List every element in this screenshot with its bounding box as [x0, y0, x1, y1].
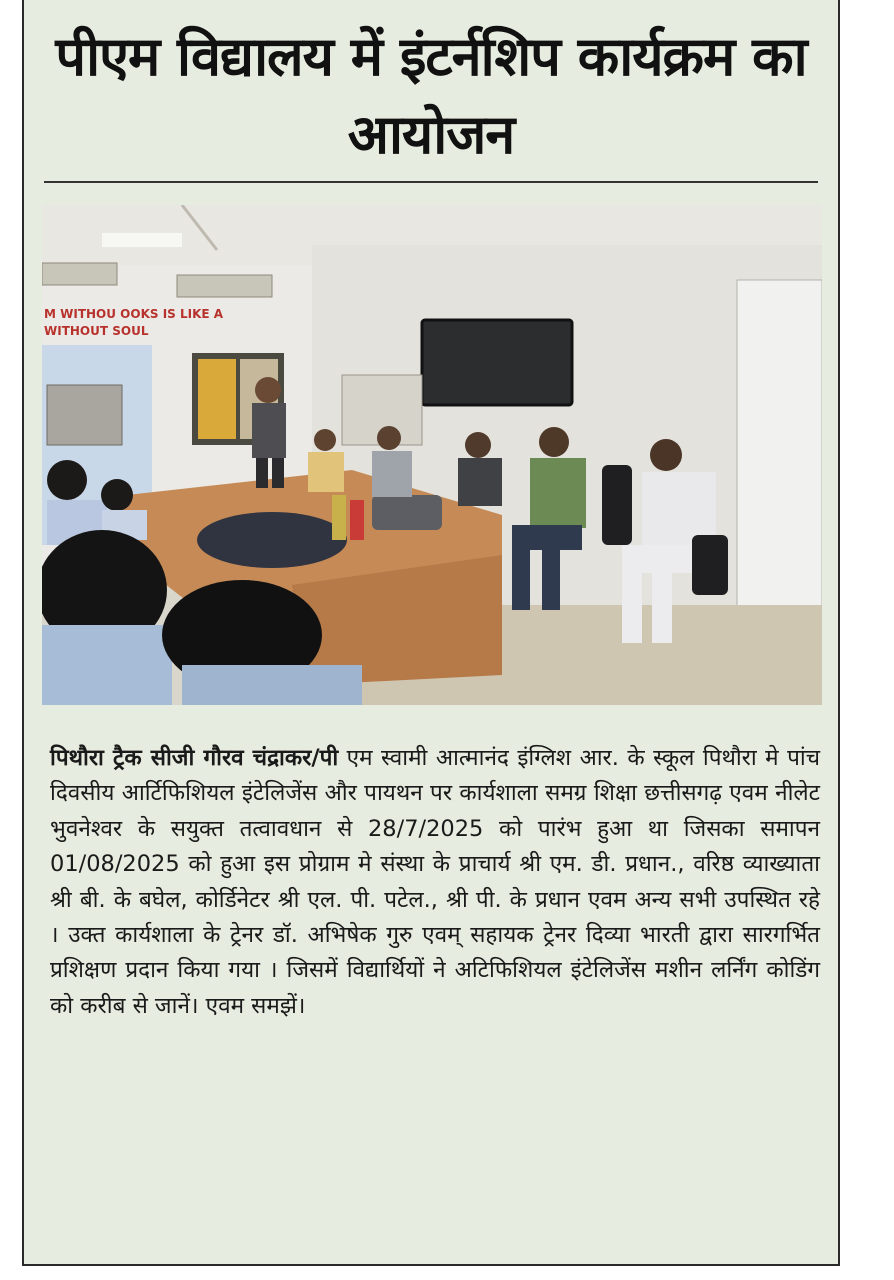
dateline: पिथौरा ट्रैक सीजी गौरव चंद्राकर/पी — [50, 745, 339, 771]
standing-trainer — [252, 403, 286, 458]
wall-slogan-line2: WITHOUT SOUL — [44, 324, 149, 338]
seated-person-green-shirt — [530, 458, 586, 528]
newspaper-clipping — [22, 0, 840, 1266]
ceiling-light — [102, 233, 182, 247]
headline: पीएम विद्यालय में इंटर्नशिप कार्यक्रम का आयोजन — [55, 25, 807, 166]
article-photo — [42, 205, 822, 705]
headline-divider — [44, 181, 818, 183]
tv-screen — [422, 320, 572, 405]
wall-slogan-line1: M WITHOU OOKS IS LIKE A — [44, 307, 224, 321]
article-body — [50, 741, 820, 1024]
article-body-text: एम स्वामी आत्मानंद इंग्लिश आर. के स्कूल पिथौरा मे पांच दिवसीय आर्टिफिशियल इंटेलिजेंस और पायथन पर कार्यशाला समग्र शिक्षा छत्तीसगढ़ एवम नीलेट भुवनेश्वर के सयुक्त तत्वावधान से 28/7/2025 को पारंभ हुआ था जिसका समापन 01/08/2025 को हुआ इस प्रोग्राम मे संस्था के प्राचार्य श्री एम. डी. प्रधान., वरिष्ठ व्याख्याता श्री बी. के बघेल, कोर्डिनेटर श्री एल. पी. पटेल., श्री पी. के प्रधान एवम अन्य सभी उपस्थित रहे । उक्त कार्यशाला के ट्रेनर डॉ. अभिषेक गुरु एवम् सहायक ट्रेनर दिव्या भारती द्वारा सारगर्भित प्रशिक्षण प्रदान किया गया । जिसमें विद्यार्थियों ने अटिफिशियल इंटेलिजेंस मशीन लर्निंग कोडिंग को करीब से जानें। एवम समझें। — [50, 745, 820, 1019]
